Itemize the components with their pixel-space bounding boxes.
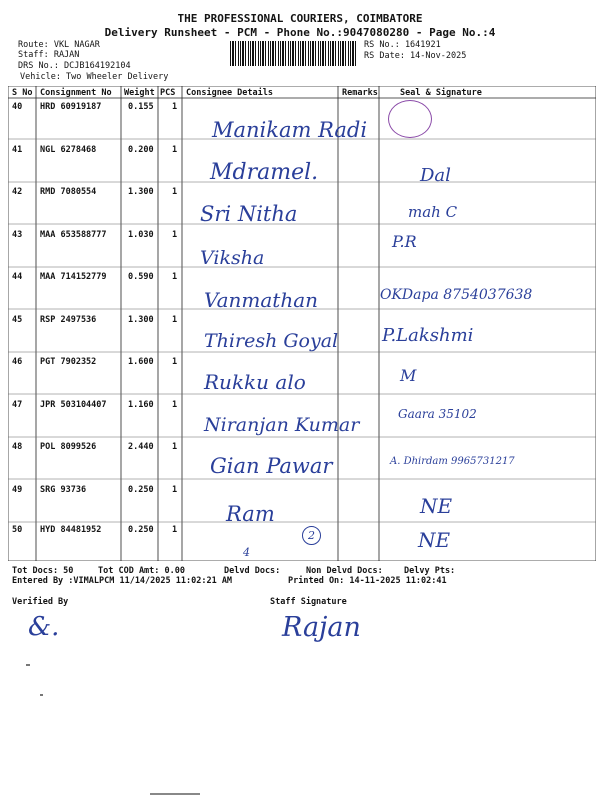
runsheet-subtitle: Delivery Runsheet - PCM - Phone No.:9047080280 - Page No.:4: [104, 26, 496, 39]
row-weight: 0.250: [128, 525, 154, 535]
col-sno: S No: [12, 88, 33, 98]
row-sno: 40: [12, 102, 23, 112]
row-consignment: MAA 653588777: [40, 230, 107, 240]
drs-number: DRS No.: DCJB164192104: [18, 61, 131, 71]
tot-docs: Tot Docs: 50: [12, 566, 74, 576]
row-sno: 48: [12, 442, 23, 452]
row-pcs: 1: [172, 442, 178, 452]
row-weight: 1.300: [128, 187, 154, 197]
col-consignment: Consignment No: [40, 88, 112, 98]
vehicle: Vehicle: Two Wheeler Delivery: [20, 72, 169, 82]
col-pcs: PCS: [160, 88, 176, 98]
row-sno: 43: [12, 230, 23, 240]
row-weight: 1.030: [128, 230, 154, 240]
row-pcs: 1: [172, 145, 178, 155]
rs-date: RS Date: 14-Nov-2025: [364, 51, 467, 61]
row-consignment: NGL 6278468: [40, 145, 97, 155]
consignee-handwriting: Sri Nitha: [200, 202, 298, 226]
row-sno: 45: [12, 315, 23, 325]
route: Route: VKL NAGAR: [18, 40, 100, 50]
row-weight: 0.590: [128, 272, 154, 282]
seal-handwriting: OKDapa 8754037638: [380, 287, 533, 303]
verified-signature: &.: [28, 612, 60, 642]
row-sno: 44: [12, 272, 23, 282]
staff-signature-label: Staff Signature: [270, 597, 347, 607]
row-weight: 1.160: [128, 400, 154, 410]
row-weight: 2.440: [128, 442, 154, 452]
small-mark: 4: [243, 546, 250, 559]
staff-signature: Rajan: [282, 612, 361, 643]
row-consignment: PGT 7902352: [40, 357, 97, 367]
seal-handwriting: NE: [420, 494, 453, 518]
row-consignment: RMD 7080554: [40, 187, 97, 197]
row-sno: 47: [12, 400, 23, 410]
row-pcs: 1: [172, 357, 178, 367]
delvy-pts: Delvy Pts:: [404, 566, 456, 576]
row-pcs: 1: [172, 315, 178, 325]
row-sno: 50: [12, 525, 23, 535]
col-consignee: Consignee Details: [186, 88, 273, 98]
delvd-docs: Delvd Docs:: [224, 566, 281, 576]
barcode: [230, 41, 358, 66]
entered-by: Entered By :VIMALPCM 11/14/2025 11:02:21 AM: [12, 576, 233, 586]
row-consignment: HRD 60919187: [40, 102, 102, 112]
row-pcs: 1: [172, 485, 178, 495]
seal-handwriting: M: [400, 366, 417, 385]
consignee-handwriting: Viksha: [200, 247, 265, 269]
row-pcs: 1: [172, 187, 178, 197]
non-delvd-docs: Non Delvd Docs:: [306, 566, 383, 576]
consignee-handwriting: Niranjan Kumar: [204, 414, 360, 436]
consignee-handwriting: Mdramel.: [210, 160, 319, 185]
consignee-handwriting: Manikam Radi: [212, 118, 368, 142]
row-sno: 46: [12, 357, 23, 367]
seal-handwriting: A. Dhirdam 9965731217: [390, 456, 515, 467]
verified-by-label: Verified By: [12, 597, 69, 607]
row-pcs: 1: [172, 272, 178, 282]
consignee-handwriting: Gian Pawar: [210, 454, 333, 478]
seal-handwriting: mah C: [408, 203, 458, 221]
col-remarks: Remarks: [342, 88, 378, 98]
row-pcs: 1: [172, 525, 178, 535]
seal-handwriting: Dal: [420, 165, 451, 186]
row-consignment: JPR 503104407: [40, 400, 107, 410]
row-sno: 41: [12, 145, 23, 155]
scan-mark: [40, 694, 43, 696]
seal-stamp: [388, 100, 432, 138]
consignee-handwriting: Ram: [226, 502, 275, 526]
row-pcs: 1: [172, 400, 178, 410]
row-consignment: SRG 93736: [40, 485, 87, 495]
consignee-handwriting: Rukku alo: [204, 370, 306, 394]
row-weight: 0.250: [128, 485, 154, 495]
row-weight: 0.200: [128, 145, 154, 155]
row-sno: 42: [12, 187, 23, 197]
col-weight: Weight: [124, 88, 155, 98]
staff: Staff: RAJAN: [18, 50, 80, 60]
scan-mark: [26, 664, 30, 666]
row-sno: 49: [12, 485, 23, 495]
col-seal-signature: Seal & Signature: [400, 88, 482, 98]
row-pcs: 1: [172, 102, 178, 112]
row-pcs: 1: [172, 230, 178, 240]
row-consignment: HYD 84481952: [40, 525, 102, 535]
row-weight: 1.300: [128, 315, 154, 325]
company-title: THE PROFESSIONAL COURIERS, COIMBATORE: [177, 12, 423, 25]
printed-on: Printed On: 14-11-2025 11:02:41: [288, 576, 447, 586]
seal-handwriting: P.Lakshmi: [382, 325, 474, 346]
seal-handwriting: NE: [418, 528, 451, 552]
seal-handwriting: Gaara 35102: [398, 407, 477, 421]
consignee-handwriting: Thiresh Goyal: [204, 330, 339, 352]
row-consignment: RSP 2497536: [40, 315, 97, 325]
circled-mark: 2: [302, 526, 321, 545]
row-consignment: POL 8099526: [40, 442, 97, 452]
row-weight: 1.600: [128, 357, 154, 367]
rs-number: RS No.: 1641921: [364, 40, 441, 50]
consignee-handwriting: Vanmathan: [204, 288, 319, 312]
tot-cod: Tot COD Amt: 0.00: [98, 566, 185, 576]
scan-edge: [150, 793, 200, 795]
seal-handwriting: P.R: [392, 232, 417, 251]
row-consignment: MAA 714152779: [40, 272, 107, 282]
row-weight: 0.155: [128, 102, 154, 112]
